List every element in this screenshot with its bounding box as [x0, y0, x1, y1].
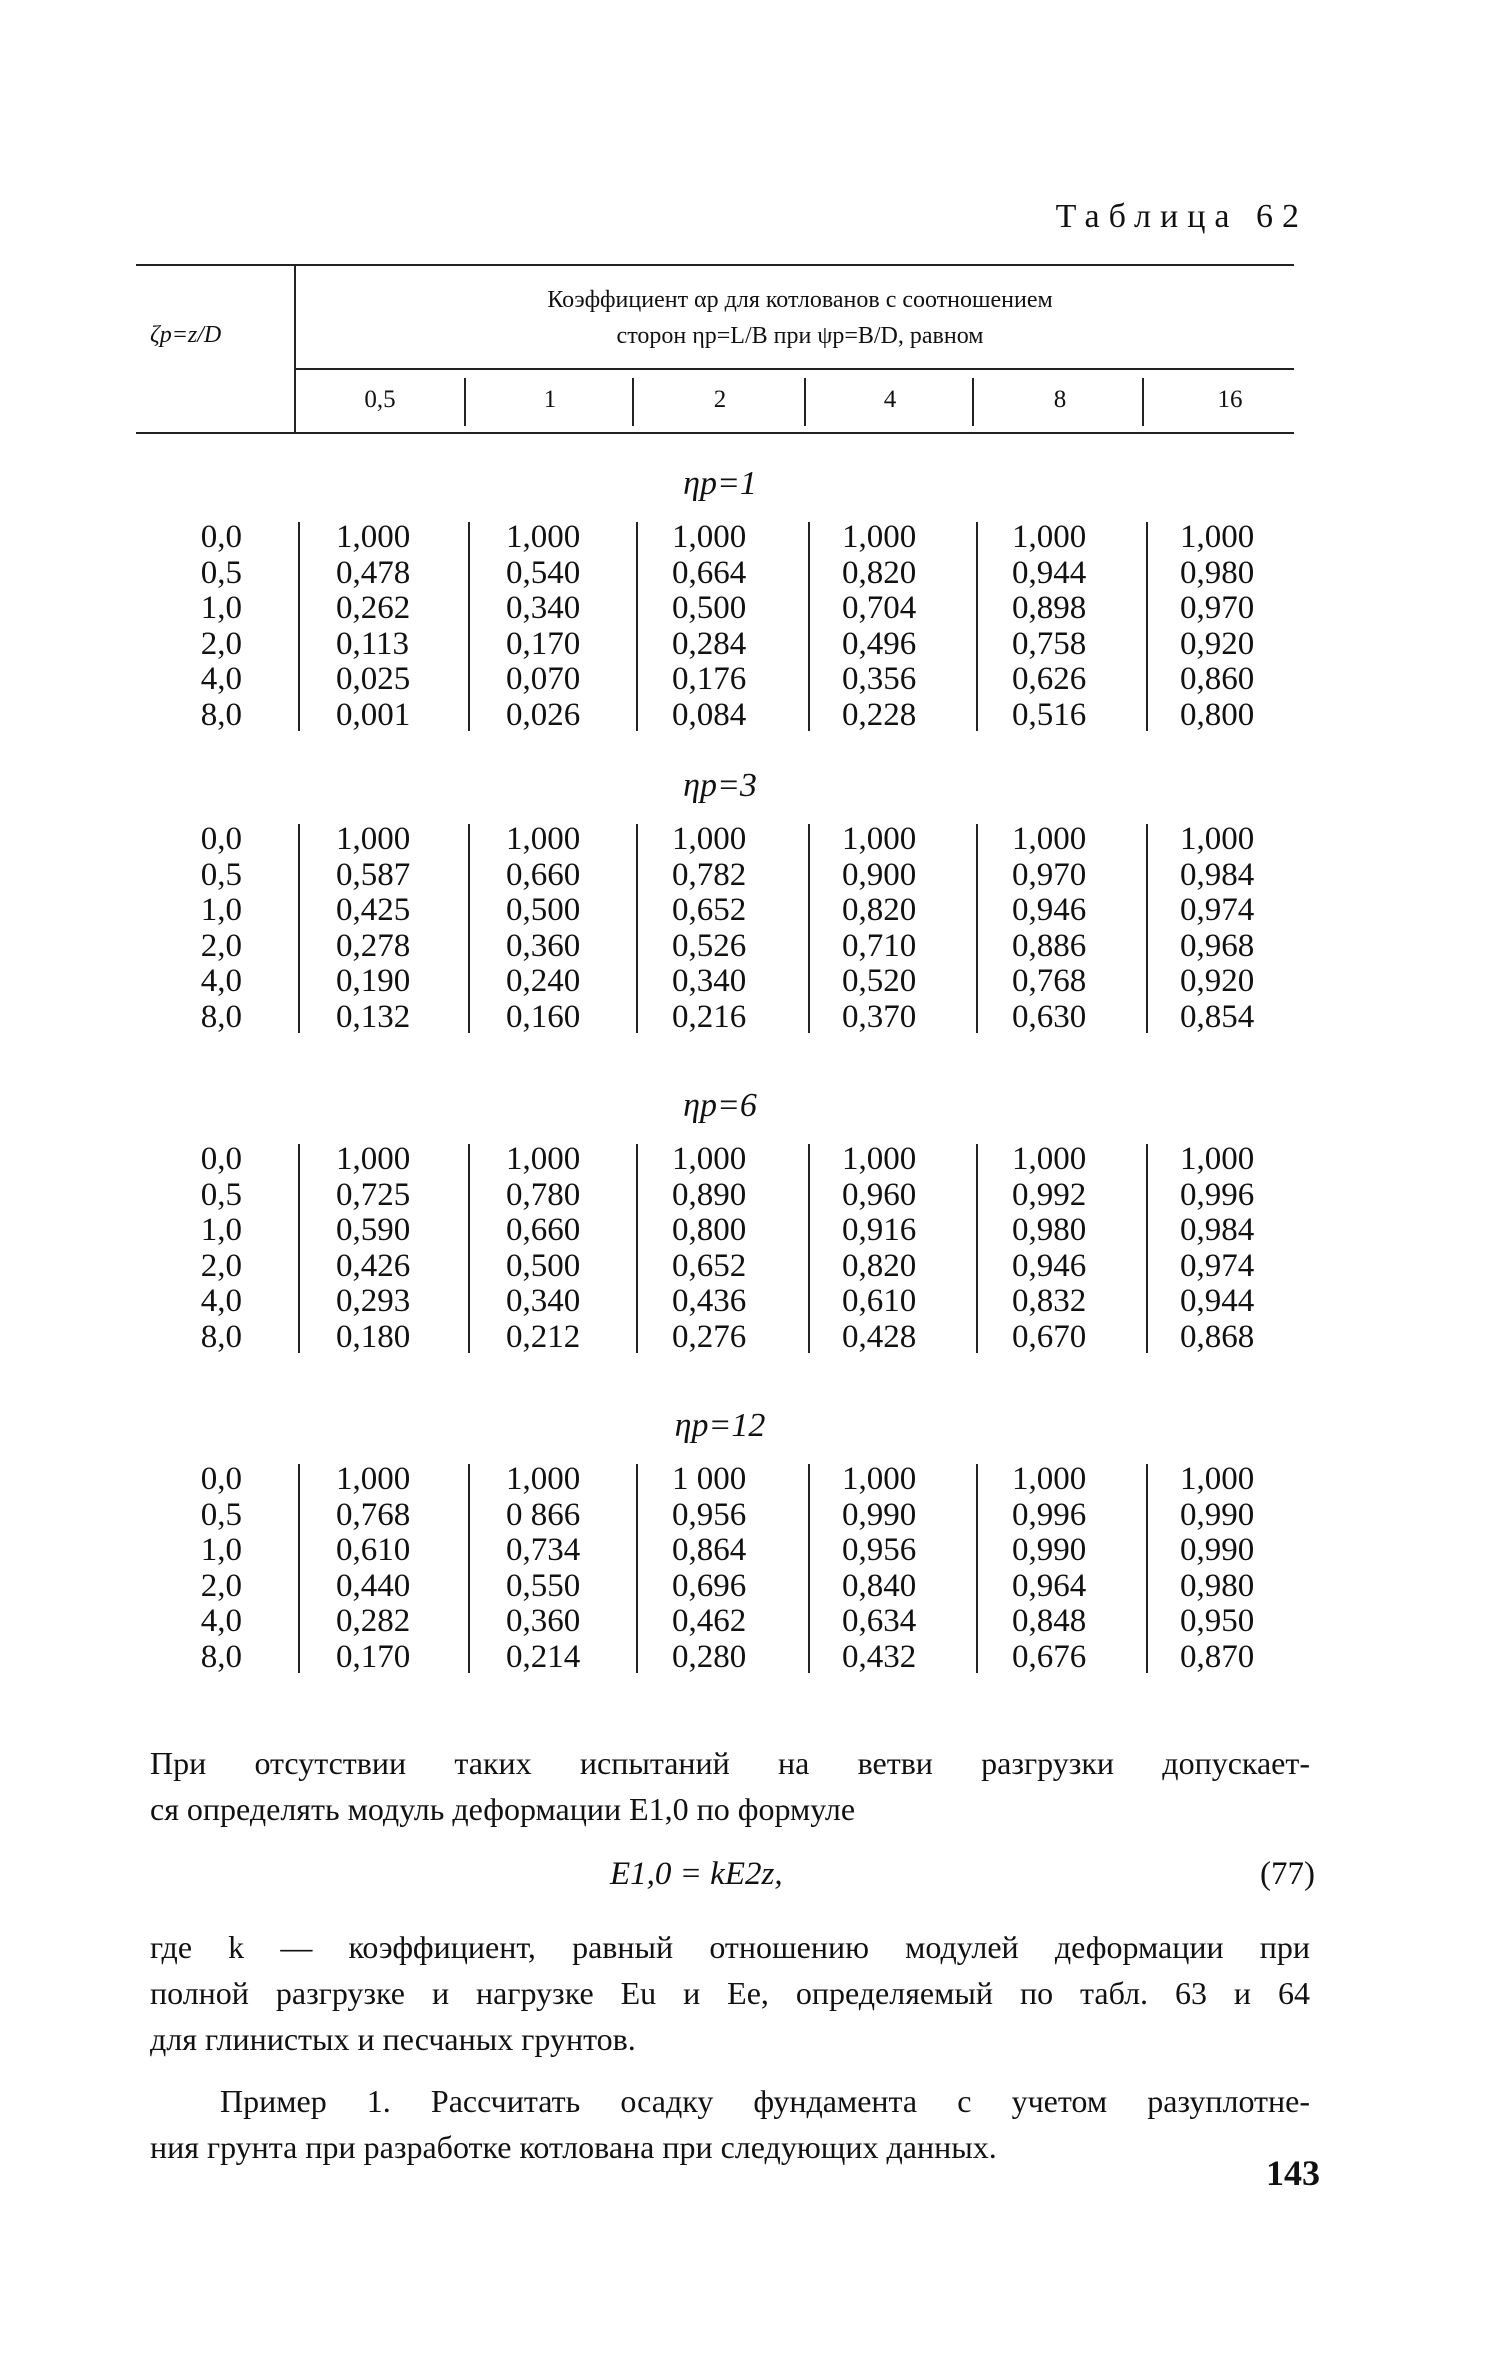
table-cell: 1,000: [506, 1461, 581, 1497]
table-cell: 0,026: [506, 696, 581, 733]
table-cell: 0,610: [842, 1283, 917, 1319]
row-zeta-value: 1,0: [200, 590, 242, 626]
table-cell: 0,170: [506, 625, 581, 662]
table-cell: 0,950: [1180, 1603, 1255, 1639]
column-divider: [808, 1464, 810, 1673]
table-cell: 0,960: [842, 1176, 917, 1213]
table-cell: 0,170: [336, 1638, 411, 1675]
block-label: ηp=12: [674, 1407, 766, 1444]
table-cell: 0,652: [672, 892, 747, 928]
table-cell: 1,000: [1012, 821, 1087, 857]
table-cell: 1 000: [672, 1461, 747, 1497]
table-cell: 0,113: [336, 625, 410, 662]
column-header-divider: [804, 378, 806, 426]
row-zeta-value: 0,0: [200, 519, 242, 555]
table-cell: 0,886: [1012, 927, 1087, 964]
table-cell: 0,084: [672, 696, 747, 733]
table-cell: 0,768: [336, 1496, 411, 1533]
column-divider: [298, 1464, 300, 1673]
table-cell: 0,587: [336, 856, 411, 893]
table-cell: 0,478: [336, 554, 411, 591]
table-cell: 1,000: [506, 821, 581, 857]
table-cell: 0,340: [506, 1283, 581, 1319]
column-divider: [976, 522, 978, 731]
table-cell: 0,212: [506, 1318, 581, 1355]
paragraph-2-line-2: полной разгрузке и нагрузке Eu и Ee, определяемый по табл. 63 и 64: [150, 1975, 1310, 2011]
table-cell: 0,660: [506, 856, 581, 893]
table-cell: 0,970: [1012, 856, 1087, 893]
row-zeta-value: 2,0: [200, 927, 242, 964]
column-header-5: 8: [1053, 386, 1067, 413]
table-cell: 0,432: [842, 1638, 917, 1675]
table-cell: 0,992: [1012, 1176, 1087, 1213]
table-cell: 0,854: [1180, 998, 1255, 1035]
table-cell: 0,025: [336, 661, 411, 697]
page-number: 143: [1266, 2153, 1320, 2193]
table-cell: 0,990: [1180, 1496, 1255, 1533]
table-cell: 0,070: [506, 661, 581, 697]
table-cell: 0,974: [1180, 892, 1255, 928]
formula: E1,0 = kE2z,: [610, 1856, 783, 1892]
table-cell: 0,996: [1012, 1496, 1087, 1533]
header-line-1: Коэффициент αp для котлованов с соотношением: [547, 287, 1053, 313]
table-cell: 0,710: [842, 927, 917, 964]
table-cell: 0,870: [1180, 1638, 1255, 1675]
block-label: ηp=3: [683, 767, 757, 804]
table-cell: 0,780: [506, 1176, 581, 1213]
paragraph-2-line-3: для глинистых и песчаных грунтов.: [150, 2021, 636, 2057]
row-zeta-value: 0,0: [200, 1461, 242, 1497]
header-zeta-label: ζp=z/D: [150, 322, 222, 348]
table-cell: 0,944: [1012, 554, 1087, 591]
table-cell: 0,340: [506, 590, 581, 626]
row-zeta-value: 0,5: [200, 1176, 242, 1213]
table-cell: 0,180: [336, 1318, 411, 1355]
table-cell: 0,360: [506, 927, 581, 964]
table-cell: 1,000: [506, 519, 581, 555]
table-cell: 0,725: [336, 1176, 411, 1213]
row-zeta-value: 8,0: [200, 1318, 242, 1355]
table-cell: 0,652: [672, 1247, 747, 1284]
column-header-1: 0,5: [364, 386, 396, 413]
column-divider: [808, 522, 810, 731]
table-cell: 0,868: [1180, 1318, 1255, 1355]
row-zeta-value: 8,0: [200, 998, 242, 1035]
table-cell: 0,664: [672, 554, 747, 591]
table-cell: 0,340: [672, 963, 747, 999]
column-header-2: 1: [543, 386, 557, 413]
row-zeta-value: 4,0: [200, 1603, 242, 1639]
table-cell: 0,956: [842, 1532, 917, 1568]
table-cell: 0,840: [842, 1567, 917, 1604]
paragraph-1-line-2: ся определять модуль деформации E1,0 по формуле: [150, 1791, 856, 1827]
table-cell: 0,462: [672, 1603, 747, 1639]
table-cell: 0,610: [336, 1532, 411, 1568]
table-cell: 0,426: [336, 1247, 411, 1284]
column-divider: [1146, 1464, 1148, 1673]
row-zeta-value: 0,5: [200, 1496, 242, 1533]
row-zeta-value: 4,0: [200, 661, 242, 697]
column-divider: [468, 1464, 470, 1673]
column-divider: [298, 1144, 300, 1353]
paragraph-2-line-1: где k — коэффициент, равный отношению модулей деформации при: [150, 1929, 1310, 1965]
table-cell: 1,000: [1180, 821, 1255, 857]
row-zeta-value: 2,0: [200, 1567, 242, 1604]
table-cell: 0,704: [842, 590, 917, 626]
table-cell: 0,190: [336, 963, 411, 999]
column-divider: [976, 824, 978, 1033]
table-cell: 0,428: [842, 1318, 917, 1355]
header-line-2: сторон ηp=L/B при ψp=B/D, равном: [616, 323, 984, 349]
table-cell: 1,000: [672, 1141, 747, 1177]
table-cell: 0,980: [1012, 1212, 1087, 1248]
row-zeta-value: 0,5: [200, 554, 242, 591]
table-cell: 1,000: [1012, 519, 1087, 555]
column-divider: [808, 824, 810, 1033]
table-cell: 1,000: [506, 1141, 581, 1177]
table-cell: 0,520: [842, 963, 917, 999]
table-cell: 0,526: [672, 927, 747, 964]
table-cell: 1,000: [336, 1141, 411, 1177]
table-cell: 0,980: [1180, 554, 1255, 591]
block-label: ηp=6: [683, 1087, 757, 1124]
column-header-divider: [632, 378, 634, 426]
table-cell: 0,984: [1180, 1212, 1255, 1248]
table-cell: 1,000: [842, 821, 917, 857]
table-cell: 0,970: [1180, 590, 1255, 626]
table-cell: 0,996: [1180, 1176, 1255, 1213]
column-divider: [636, 1144, 638, 1353]
table-cell: 0,980: [1180, 1567, 1255, 1604]
column-divider: [1146, 1144, 1148, 1353]
paragraph-3: [150, 2078, 1310, 2170]
table-cell: 1,000: [336, 1461, 411, 1497]
paragraph-3-line-1: Пример 1. Рассчитать осадку фундамента с учетом разуплотне-: [220, 2083, 1310, 2119]
table-cell: 0,370: [842, 998, 917, 1035]
column-header-divider: [464, 378, 466, 426]
table-cell: 0,920: [1180, 963, 1255, 999]
table-cell: 1,000: [1180, 1461, 1255, 1497]
column-divider: [298, 522, 300, 731]
row-zeta-value: 0,0: [200, 821, 242, 857]
column-divider: [1146, 824, 1148, 1033]
table-cell: 0,670: [1012, 1318, 1087, 1355]
table-cell: 0,968: [1180, 927, 1255, 964]
table-cell: 0,496: [842, 625, 917, 662]
column-divider: [468, 1144, 470, 1353]
header-coefficient-label: [300, 282, 1300, 354]
table-cell: 0,956: [672, 1496, 747, 1533]
column-divider: [636, 1464, 638, 1673]
header-mid-rule: [296, 368, 1294, 370]
table-cell: 0,001: [336, 696, 411, 733]
column-divider: [808, 1144, 810, 1353]
row-zeta-value: 1,0: [200, 1212, 242, 1248]
table-cell: 0,990: [1180, 1532, 1255, 1568]
table-cell: 1,000: [1012, 1141, 1087, 1177]
table-cell: 1,000: [1180, 1141, 1255, 1177]
table-cell: 0,550: [506, 1567, 581, 1604]
paragraph-1: [150, 1740, 1310, 1832]
row-zeta-value: 4,0: [200, 1283, 242, 1319]
table-cell: 0,768: [1012, 963, 1087, 999]
block-label: ηp=1: [683, 465, 757, 502]
table-cell: 0,964: [1012, 1567, 1087, 1604]
paragraph-1-line-1: При отсутствии таких испытаний на ветви разгрузки допускает-: [150, 1745, 1310, 1781]
table-cell: 0,630: [1012, 998, 1087, 1035]
table-cell: 0,820: [842, 554, 917, 591]
row-zeta-value: 1,0: [200, 1532, 242, 1568]
table-cell: 0,990: [1012, 1532, 1087, 1568]
column-header-divider: [972, 378, 974, 426]
table-cell: 0,282: [336, 1603, 411, 1639]
table-cell: 0,500: [672, 590, 747, 626]
table-cell: 0,860: [1180, 661, 1255, 697]
table-cell: 0,276: [672, 1318, 747, 1355]
table-cell: 0,974: [1180, 1247, 1255, 1284]
table-cell: 0,500: [506, 892, 581, 928]
table-cell: 1,000: [1180, 519, 1255, 555]
table-title: Таблица 62: [1055, 198, 1308, 235]
table-cell: 1,000: [336, 519, 411, 555]
table-cell: 1,000: [672, 519, 747, 555]
table-cell: 0,590: [336, 1212, 411, 1248]
table-cell: 0,626: [1012, 661, 1087, 697]
column-divider: [636, 824, 638, 1033]
row-zeta-value: 8,0: [200, 696, 242, 733]
table-cell: 0,240: [506, 963, 581, 999]
table-cell: 0,676: [1012, 1638, 1087, 1675]
table-cell: 0,280: [672, 1638, 747, 1675]
table-cell: 0,634: [842, 1603, 917, 1639]
table-cell: 0,782: [672, 856, 747, 893]
table-cell: 0,360: [506, 1603, 581, 1639]
table-cell: 1,000: [1012, 1461, 1087, 1497]
table-cell: 0,990: [842, 1496, 917, 1533]
table-cell: 0,356: [842, 661, 917, 697]
table-cell: 0,734: [506, 1532, 581, 1568]
row-zeta-value: 1,0: [200, 892, 242, 928]
formula-number: (77): [1260, 1856, 1315, 1892]
column-header-6: 16: [1217, 386, 1243, 413]
column-header-3: 2: [713, 386, 727, 413]
row-zeta-value: 2,0: [200, 1247, 242, 1284]
table-cell: 0,864: [672, 1532, 747, 1568]
table-cell: 0,946: [1012, 1247, 1087, 1284]
table-top-rule: [136, 264, 1294, 266]
table-cell: 0,540: [506, 554, 581, 591]
column-divider: [976, 1144, 978, 1353]
table-cell: 0,984: [1180, 856, 1255, 893]
table-cell: 0,898: [1012, 590, 1087, 626]
column-divider: [468, 522, 470, 731]
column-divider: [976, 1464, 978, 1673]
row-zeta-value: 8,0: [200, 1638, 242, 1675]
table-cell: 0,425: [336, 892, 411, 928]
column-header-4: 4: [883, 386, 897, 413]
table-cell: 0,944: [1180, 1283, 1255, 1319]
table-cell: 0,228: [842, 696, 917, 733]
header-bottom-rule: [136, 432, 1294, 434]
table-cell: 0,800: [672, 1212, 747, 1248]
table-cell: 0,758: [1012, 625, 1087, 662]
table-cell: 0,293: [336, 1283, 411, 1319]
header-divider: [294, 266, 296, 432]
table-cell: 0,132: [336, 998, 411, 1035]
table-cell: 0,216: [672, 998, 747, 1035]
table-cell: 0,278: [336, 927, 411, 964]
table-cell: 0,516: [1012, 696, 1087, 733]
table-cell: 0,696: [672, 1567, 747, 1604]
column-divider: [636, 522, 638, 731]
table-cell: 0,160: [506, 998, 581, 1035]
table-cell: 0,916: [842, 1212, 917, 1248]
table-cell: 0,660: [506, 1212, 581, 1248]
paragraph-3-line-2: ния грунта при разработке котлована при следующих данных.: [150, 2129, 997, 2165]
row-zeta-value: 0,5: [200, 856, 242, 893]
column-header-divider: [1142, 378, 1144, 426]
column-divider: [1146, 522, 1148, 731]
table-cell: 0,284: [672, 625, 747, 662]
table-cell: 1,000: [842, 519, 917, 555]
table-cell: 0,214: [506, 1638, 581, 1675]
paragraph-2: [150, 1924, 1310, 2062]
table-cell: 0,848: [1012, 1603, 1087, 1639]
table-cell: 1,000: [842, 1141, 917, 1177]
table-cell: 0,820: [842, 892, 917, 928]
table-cell: 0,500: [506, 1247, 581, 1284]
table-cell: 0,436: [672, 1283, 747, 1319]
table-cell: 0 866: [506, 1496, 581, 1533]
row-zeta-value: 2,0: [200, 625, 242, 662]
table-cell: 0,800: [1180, 696, 1255, 733]
table-cell: 0,832: [1012, 1283, 1087, 1319]
table-cell: 0,946: [1012, 892, 1087, 928]
row-zeta-value: 0,0: [200, 1141, 242, 1177]
column-divider: [468, 824, 470, 1033]
table-cell: 0,440: [336, 1567, 411, 1604]
table-cell: 1,000: [842, 1461, 917, 1497]
table-cell: 0,820: [842, 1247, 917, 1284]
table-cell: 0,890: [672, 1176, 747, 1213]
column-divider: [298, 824, 300, 1033]
table-cell: 0,262: [336, 590, 411, 626]
table-cell: 1,000: [336, 821, 411, 857]
table-cell: 0,176: [672, 661, 747, 697]
table-cell: 1,000: [672, 821, 747, 857]
table-cell: 0,920: [1180, 625, 1255, 662]
row-zeta-value: 4,0: [200, 963, 242, 999]
table-cell: 0,900: [842, 856, 917, 893]
